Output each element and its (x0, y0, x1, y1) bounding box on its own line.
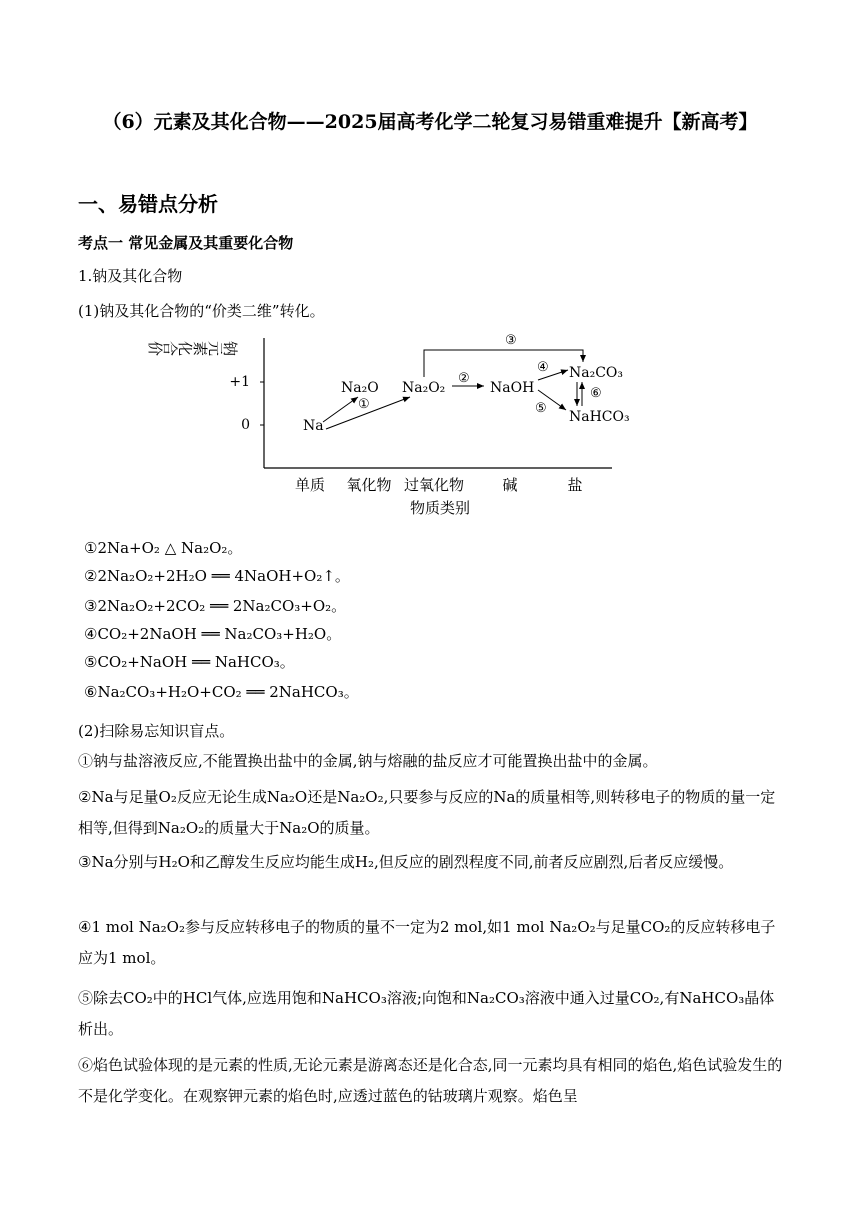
equation-2: ②2Na₂O₂+2H₂O ══ 4NaOH+O₂↑。 (84, 567, 350, 585)
label-4: ④ (537, 360, 549, 375)
node-na2co3: Na₂CO₃ (569, 365, 624, 381)
xcat-salt: 盐 (567, 476, 583, 494)
point-4: ④1 mol Na₂O₂参与反应转移电子的物质的量不一定为2 mol,如1 mol Na₂O₂与足量CO₂的反应转移电子应为1 mol。 (78, 918, 776, 967)
item-subheading-2: (2)扫除易忘知识盲点。 (78, 722, 235, 740)
point-3: ③Na分别与H₂O和乙醇发生反应均能生成H₂,但反应的剧烈程度不同,前者反应剧烈,后者反应缓慢。 (78, 853, 734, 871)
equation-1: ①2Na+O₂ △ Na₂O₂。 (84, 539, 243, 557)
item-subheading: (1)钠及其化合物的“价类二维”转化。 (78, 302, 325, 320)
point-6: ⑥焰色试验体现的是元素的性质,无论元素是游离态还是化合态,同一元素均具有相同的焰色,焰色试验发生的不是化学变化。在观察钾元素的焰色时,应透过蓝色的钴玻璃片观察。焰色呈 (78, 1056, 783, 1105)
section-heading: 一、易错点分析 (78, 192, 218, 216)
equation-6: ⑥Na₂CO₃+H₂O+CO₂ ══ 2NaHCO₃。 (84, 683, 359, 701)
x-axis-label: 物质类别 (409, 499, 471, 517)
item-heading: 1.钠及其化合物 (78, 267, 183, 285)
equation-4: ④CO₂+2NaOH ══ Na₂CO₃+H₂O。 (84, 625, 342, 643)
arrow-na-na2o (323, 397, 358, 422)
label-5: ⑤ (535, 401, 547, 416)
y-axis-label: 钠元素化合价 (148, 339, 238, 357)
node-na2o2: Na₂O₂ (402, 380, 446, 396)
node-na: Na (303, 418, 324, 434)
ytick-plus1: +1 (229, 374, 250, 390)
point-1: ①钠与盐溶液反应,不能置换出盐中的金属,钠与熔融的盐反应才可能置换出盐中的金属。 (78, 752, 658, 770)
page-title: （6）元素及其化合物——2025届高考化学二轮复习易错重难提升【新高考】 (102, 111, 758, 133)
ytick-0: 0 (241, 417, 250, 433)
node-naoh: NaOH (490, 380, 535, 396)
xcat-peroxide: 过氧化物 (403, 476, 465, 494)
equation-3: ③2Na₂O₂+2CO₂ ══ 2Na₂CO₃+O₂。 (84, 597, 347, 615)
subsection-heading: 考点一 常见金属及其重要化合物 (78, 234, 294, 252)
equation-5: ⑤CO₂+NaOH ══ NaHCO₃。 (84, 653, 295, 671)
label-1: ① (358, 397, 370, 412)
label-3: ③ (505, 333, 517, 348)
label-6: ⑥ (590, 386, 602, 401)
xcat-elemental: 单质 (294, 476, 326, 494)
xcat-base: 碱 (502, 476, 518, 494)
node-nahco3: NaHCO₃ (569, 409, 630, 425)
node-na2o: Na₂O (341, 380, 379, 396)
point-2: ②Na与足量O₂反应无论生成Na₂O还是Na₂O₂,只要参与反应的Na的质量相等,则转移电子的物质的量一定相等,但得到Na₂O₂的质量大于Na₂O的质量。 (78, 788, 776, 837)
valence-class-diagram (148, 330, 650, 520)
point-5: ⑤除去CO₂中的HCl气体,应选用饱和NaHCO₃溶液;向饱和Na₂CO₃溶液中通入过量CO₂,有NaHCO₃晶体析出。 (78, 989, 775, 1038)
xcat-oxide: 氧化物 (346, 476, 392, 494)
label-2: ② (458, 371, 470, 386)
